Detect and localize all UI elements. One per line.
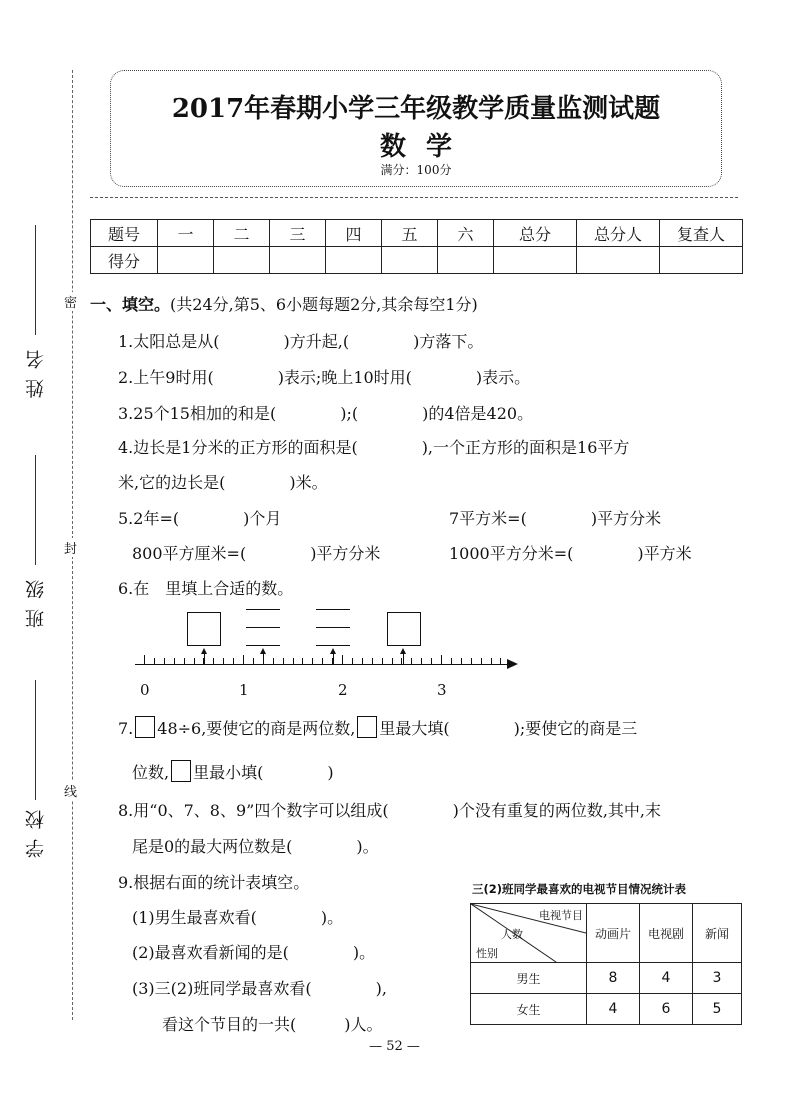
number-line-tick — [283, 658, 284, 665]
number-line-tick — [302, 658, 303, 665]
score-header-cell: 三 — [270, 220, 326, 247]
question-6: 6.在 里填上合适的数。 — [118, 579, 294, 598]
number-line-tick — [352, 658, 353, 665]
fraction-denominator-line — [316, 645, 350, 646]
number-line-tick — [194, 658, 195, 665]
question-5-a: 5.2年=( )个月 — [118, 509, 282, 528]
number-line-tick — [471, 658, 472, 665]
stat-cell: 3 — [693, 963, 742, 994]
score-cell[interactable] — [577, 247, 660, 274]
stat-column-header: 电视剧 — [640, 904, 693, 963]
number-line-tick — [253, 658, 254, 665]
seal-xian: 线 — [64, 781, 77, 800]
number-line-tick — [421, 658, 422, 665]
score-table — [90, 219, 743, 274]
number-line-tick — [243, 655, 244, 665]
score-cell[interactable] — [438, 247, 494, 274]
number-line-tick — [500, 658, 501, 665]
seal-feng: 封 — [64, 538, 77, 557]
number-line-tick — [174, 658, 175, 665]
arrow-up-icon — [204, 650, 205, 664]
number-line-tick — [154, 658, 155, 665]
q7-post: 里最大填( );要使它的商是三 — [379, 719, 638, 738]
score-header-cell: 一 — [158, 220, 214, 247]
arrow-up-icon — [403, 650, 404, 664]
score-cell[interactable] — [326, 247, 382, 274]
seal-mi: 密 — [64, 292, 77, 311]
question-4-line2: 米,它的边长是( )米。 — [118, 473, 328, 492]
page-number: — 52 — — [369, 1039, 420, 1054]
question-2: 2.上午9时用( )表示;晚上10时用( )表示。 — [118, 368, 531, 387]
number-line-tick — [164, 658, 165, 665]
arrow-right-icon — [507, 659, 518, 669]
number-line-tick — [312, 658, 313, 665]
fraction-numerator-line — [246, 609, 280, 610]
stat-table — [470, 903, 742, 1025]
number-line-tick — [342, 655, 343, 665]
number-line-tick — [144, 655, 145, 665]
score-cell[interactable] — [158, 247, 214, 274]
question-8-line2: 尾是0的最大两位数是( )。 — [132, 837, 379, 856]
number-line-tick — [213, 658, 214, 665]
section-title: 一、填空。 — [90, 295, 171, 314]
stat-column-header: 动画片 — [587, 904, 640, 963]
question-5-c: 800平方厘米=( )平方分米 — [132, 544, 381, 563]
number-line-tick — [392, 658, 393, 665]
number-line-tick — [382, 658, 383, 665]
section-heading — [90, 292, 478, 315]
number-line-tick — [372, 658, 373, 665]
score-cell[interactable] — [494, 247, 577, 274]
question-7-line2 — [132, 760, 334, 783]
fraction-bar — [316, 627, 350, 628]
score-header-cell: 二 — [214, 220, 270, 247]
stat-table-title: 三(2)班同学最喜欢的电视节目情况统计表 — [472, 882, 687, 896]
exam-title: 2017年春期小学三年级教学质量监测试题 — [171, 94, 661, 124]
stat-header-row — [471, 904, 742, 963]
score-header-cell: 总分人 — [577, 220, 660, 247]
q7-line2-post: 里最小填( ) — [193, 763, 334, 782]
number-line-tick — [184, 658, 185, 665]
name-label: 姓名 — [25, 340, 47, 398]
stat-cell: 4 — [587, 994, 640, 1025]
question-7-line1 — [118, 716, 637, 739]
number-line-label: 3 — [437, 681, 447, 699]
stat-row-label: 女生 — [471, 994, 587, 1025]
question-5-d: 1000平方分米=( )平方米 — [449, 544, 692, 563]
question-5-b: 7平方米=( )平方分米 — [449, 509, 662, 528]
number-line-tick — [273, 658, 274, 665]
stat-row — [471, 963, 742, 994]
number-line-tick — [431, 658, 432, 665]
question-3: 3.25个15相加的和是( );( )的4倍是420。 — [118, 404, 534, 423]
number-line-tick — [223, 658, 224, 665]
score-cell[interactable] — [382, 247, 438, 274]
number-line-label: 1 — [239, 681, 249, 699]
corner-count: 人数 — [501, 928, 523, 941]
score-cell[interactable] — [214, 247, 270, 274]
number-line-tick — [362, 658, 363, 665]
class-line — [35, 455, 36, 565]
score-header-cell: 题号 — [91, 220, 158, 247]
number-line-tick — [491, 658, 492, 665]
stat-cell: 6 — [640, 994, 693, 1025]
question-9-2: (2)最喜欢看新闻的是( )。 — [132, 943, 376, 962]
number-line-tick — [481, 658, 482, 665]
arrow-up-icon — [263, 650, 264, 664]
number-line-label: 2 — [338, 681, 348, 699]
number-line-tick — [322, 658, 323, 665]
number-line-tick — [441, 655, 442, 665]
score-input-row — [91, 247, 743, 274]
stat-cell: 4 — [640, 963, 693, 994]
subject-title: 数学 — [379, 132, 472, 162]
q7-line2-prefix: 位数, — [132, 763, 170, 782]
score-header-cell: 总分 — [494, 220, 577, 247]
number-line-label: 0 — [140, 681, 150, 699]
name-line — [35, 225, 36, 335]
number-line-tick — [233, 658, 234, 665]
stat-cell: 8 — [587, 963, 640, 994]
question-1: 1.太阳总是从( )方升起,( )方落下。 — [118, 332, 484, 351]
arrow-up-icon — [333, 650, 334, 664]
fraction-numerator-line — [316, 609, 350, 610]
question-4-line1: 4.边长是1分米的正方形的面积是( ),一个正方形的面积是16平方 — [118, 438, 630, 457]
number-line-tick — [461, 658, 462, 665]
score-header-cell: 复查人 — [660, 220, 743, 247]
question-8-line1: 8.用“0、7、8、9”四个数字可以组成( )个没有重复的两位数,其中,末 — [118, 801, 662, 820]
fraction-bar — [246, 627, 280, 628]
question-9-3: (3)三(2)班同学最喜欢看( ), — [132, 979, 387, 998]
class-label: 班级 — [25, 570, 47, 628]
corner-gender: 性别 — [476, 947, 498, 960]
corner-program: 电视节目 — [539, 909, 583, 922]
score-header-cell: 六 — [438, 220, 494, 247]
stat-column-header: 新闻 — [693, 904, 742, 963]
stat-row-label: 男生 — [471, 963, 587, 994]
score-cell[interactable] — [270, 247, 326, 274]
question-9-1: (1)男生最喜欢看( )。 — [132, 908, 344, 927]
full-score: 满分：100分 — [380, 163, 452, 177]
header-separator — [90, 197, 738, 198]
stat-cell: 5 — [693, 994, 742, 1025]
blank-box[interactable] — [135, 716, 155, 738]
stat-corner-cell — [471, 904, 587, 963]
school-line — [35, 680, 36, 800]
number-line-tick — [293, 658, 294, 665]
blank-box[interactable] — [357, 716, 377, 738]
question-9-4: 看这个节目的一共( )人。 — [162, 1015, 383, 1034]
answer-box[interactable] — [187, 612, 221, 646]
score-header-row — [91, 220, 743, 247]
q7-mid: 48÷6,要使它的商是两位数, — [157, 719, 356, 738]
number-line-tick — [411, 658, 412, 665]
score-header-cell: 五 — [382, 220, 438, 247]
school-label: 学校 — [25, 800, 47, 858]
score-row-label: 得分 — [91, 247, 158, 274]
question-9: 9.根据右面的统计表填空。 — [118, 873, 310, 892]
section-note: (共24分,第5、6小题每题2分,其余每空1分) — [170, 295, 478, 314]
header-box — [110, 70, 722, 187]
answer-box[interactable] — [387, 612, 421, 646]
stat-row — [471, 994, 742, 1025]
fraction-denominator-line — [246, 645, 280, 646]
q7-prefix: 7. — [118, 719, 134, 738]
blank-box[interactable] — [171, 760, 191, 782]
score-cell[interactable] — [660, 247, 743, 274]
number-line-tick — [451, 658, 452, 665]
score-header-cell: 四 — [326, 220, 382, 247]
